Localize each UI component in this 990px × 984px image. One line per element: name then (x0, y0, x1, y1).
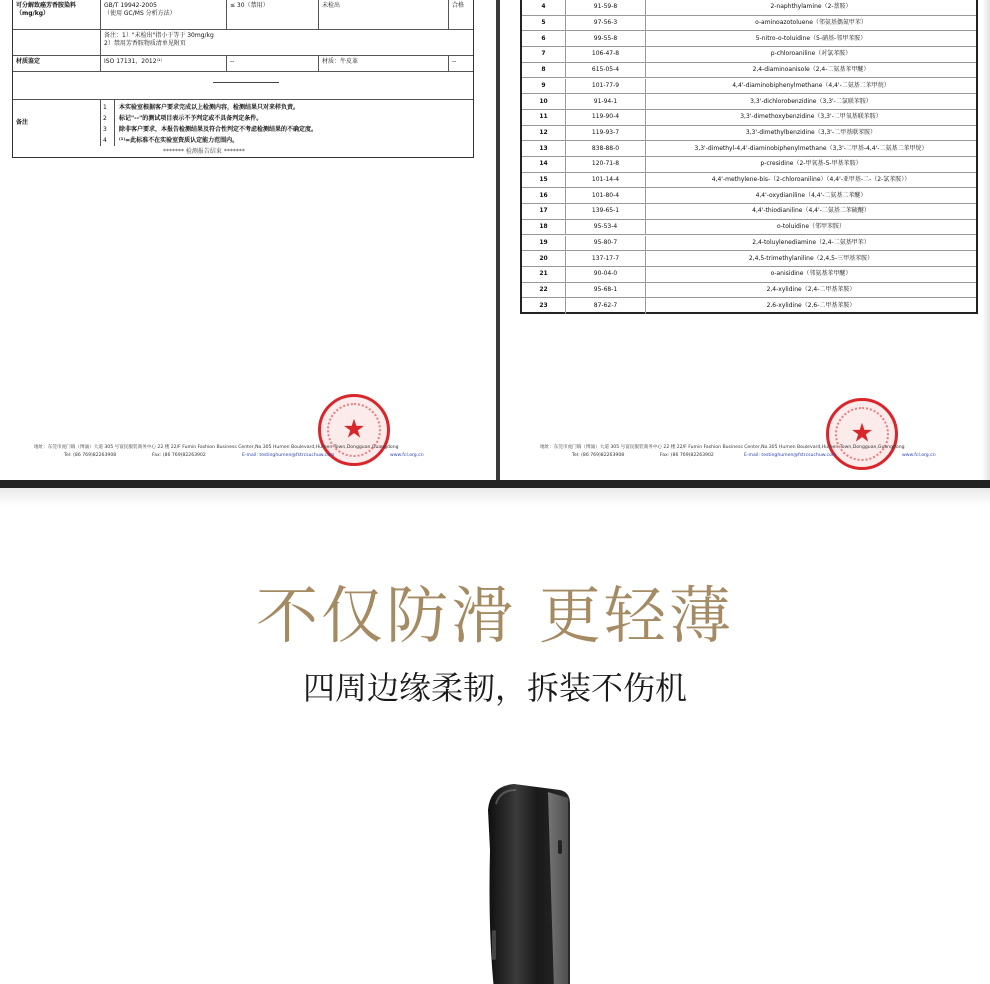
promo-headline: 不仅防滑 更轻薄 (256, 579, 734, 652)
row-number: 18 (522, 220, 566, 235)
cas-number: 139-65-1 (566, 204, 646, 219)
remark-text: ⁽¹⁾=此标准不在实验室资质认定能力范围内。 (119, 137, 239, 144)
substance-name: o-anisidine（邻氨基苯甲醚） (770, 270, 852, 278)
table-row (13, 30, 473, 56)
table-row (522, 298, 976, 314)
substance-name: 2-naphthylamine（2-萘胺） (770, 3, 852, 11)
table-row (522, 236, 976, 252)
test-item-label: 材质鉴定 (16, 58, 41, 65)
table-row (522, 157, 976, 173)
substance-name: 3,3'-dimethyl-4,4'-diaminobiphenylmethane（3,3'-二甲基-4,4'-二氨基二苯甲烷） (694, 144, 928, 152)
cas-number: 101-77-9 (566, 79, 646, 94)
row-number: 10 (522, 94, 566, 109)
table-row (522, 47, 976, 63)
substance-name: 3,3'-dimethylbenzidine（3,3'-二甲基联苯胺） (745, 128, 877, 136)
table-row (13, 56, 473, 72)
remark-no: 2 (103, 115, 107, 122)
substance-name: 2,6-xylidine（2,6-二甲基苯胺） (766, 302, 856, 310)
table-row (522, 283, 976, 299)
substance-name: 4,4'-methylene-bis-（2-chloroaniline）（4,4'-亚甲基-二-（2-氯苯胺）） (711, 176, 911, 184)
substance-name: p-cresidine（2-甲氧基-5-甲基苯胺） (760, 160, 862, 168)
test-verdict: -- (452, 58, 457, 65)
row-number: 5 (522, 16, 566, 31)
substance-name: 3,3'-dichlorobenzidine（3,3'-二氯联苯胺） (750, 97, 872, 105)
footer-fax: Fax: (86 769)82263902 (660, 453, 714, 458)
test-result: 材质：牛皮革 (322, 58, 359, 65)
remarks-row (13, 100, 473, 146)
row-number: 11 (522, 110, 566, 125)
remark-no: 1 (103, 104, 107, 111)
row-number: 4 (522, 0, 566, 15)
row-number: 23 (522, 298, 566, 314)
table-row (522, 220, 976, 236)
substance-name: 2,4-diaminoanisole（2,4-二氨基苯甲醚） (752, 66, 870, 74)
table-row (522, 79, 976, 95)
row-number: 13 (522, 141, 566, 156)
remark-no: 3 (103, 126, 107, 133)
results-table (12, 0, 474, 158)
cas-number: 106-47-8 (566, 47, 646, 62)
substance-name: 4,4'-oxydianiline（4,4'-二氨基二苯醚） (755, 191, 867, 199)
substance-name: o-toluidine（邻甲苯胺） (776, 223, 846, 231)
row-number: 16 (522, 188, 566, 203)
substance-name: o-aminoazotoluene（邻氨基偶氮甲苯） (755, 19, 867, 27)
row-number: 15 (522, 173, 566, 188)
cas-number: 137-17-7 (566, 251, 646, 266)
table-row (522, 110, 976, 126)
substance-name: 2,4,5-trimethylaniline（2,4,5-三甲基苯胺） (748, 254, 874, 262)
row-number: 9 (522, 79, 566, 94)
test-item-label: 可分解致癌芳香胺染料（mg/kg） (16, 2, 77, 17)
row-number: 8 (522, 63, 566, 78)
cas-number: 95-80-7 (566, 236, 646, 251)
section-divider-bar (0, 480, 990, 488)
red-star-seal-icon: ★ (318, 394, 390, 466)
footer-web-link[interactable]: www.fcl.org.cn (902, 453, 936, 458)
report-end-mark: ******* 检测报告结束 ******* (163, 148, 245, 155)
substance-name: 2,4-toluylenediamine（2,4-二氨基甲苯） (752, 238, 870, 246)
cas-number: 90-04-0 (566, 267, 646, 282)
row-number: 7 (522, 47, 566, 62)
row-number: 21 (522, 267, 566, 282)
row-number: 22 (522, 283, 566, 298)
substance-name: 4,4'-diaminobiphenylmethane（4,4'-二氨基二苯甲烷） (732, 81, 890, 89)
substance-name: p-chloroaniline（对氯苯胺） (770, 50, 852, 58)
cas-number: 91-59-8 (566, 0, 646, 15)
table-row (522, 16, 976, 32)
cas-number: 95-53-4 (566, 220, 646, 235)
test-method: ISO 17131，2012⁽¹⁾ (104, 58, 162, 65)
footer-address: 地址：东莞市虎门镇（博涌）大道 305 号富民服装商务中心 22 楼 22/F Fumin Fashion Business Center,No.305 Humen Boulevard,Humen Town,Dongguan,Guangdong (540, 445, 905, 450)
table-row (522, 141, 976, 157)
substance-name: 3,3'-dimethoxybenzidine（3,3'-二甲氧基联苯胺） (740, 113, 882, 121)
test-report-section (0, 0, 990, 480)
row-number: 12 (522, 126, 566, 141)
cas-number: 838-88-0 (566, 141, 646, 156)
footer-email[interactable]: E-mail: testinghumen@fstrcsuchuw.com (744, 453, 837, 458)
cas-number: 615-05-4 (566, 63, 646, 78)
row-number: 6 (522, 31, 566, 46)
table-row (522, 204, 976, 220)
test-result: 未检出 (322, 2, 341, 9)
row-number: 20 (522, 251, 566, 266)
test-limit: -- (230, 58, 235, 65)
report-page-left (0, 0, 496, 480)
red-star-seal-icon: ★ (826, 398, 898, 470)
footer-tel: Tel: (86 769)82263908 (64, 453, 117, 458)
cas-number: 97-56-3 (566, 16, 646, 31)
cas-number: 119-93-7 (566, 126, 646, 141)
footer-tel: Tel: (86 769)82263908 (572, 453, 625, 458)
table-row (522, 251, 976, 267)
phone-case-image (478, 780, 574, 984)
test-limit: ≤ 30（禁用） (230, 2, 269, 9)
table-row (522, 63, 976, 79)
footer-web-link[interactable]: www.fcl.org.cn (390, 453, 424, 458)
promo-subline: 四周边缘柔韧，拆装不伤机 (302, 669, 687, 707)
cas-number: 120-71-8 (566, 157, 646, 172)
remarks-label: 备注 (16, 119, 29, 126)
cas-number: 101-80-4 (566, 188, 646, 203)
test-verdict: 合格 (452, 2, 465, 9)
table-row (522, 126, 976, 142)
cas-number: 99-55-8 (566, 31, 646, 46)
table-row (522, 173, 976, 189)
cas-number: 87-62-7 (566, 298, 646, 314)
table-note: 备注：1）"未检出"指小于等于 30mg/kg 2）禁用芳香胺物质清单见附页 (104, 32, 214, 47)
table-row (522, 188, 976, 204)
banned-amines-table (520, 0, 978, 314)
cas-number: 95-68-1 (566, 283, 646, 298)
section-shadow (0, 488, 990, 506)
remark-text: 标记"--"的测试项目表示不予判定或不具备判定条件。 (119, 115, 263, 122)
table-row (522, 267, 976, 283)
footer-address: 地址：东莞市虎门镇（博涌）大道 305 号富民服装商务中心 22 楼 22/F Fumin Fashion Business Center,No.305 Humen Boulevard,Humen Town,Dongguan,Guangdong (34, 445, 399, 450)
row-number: 17 (522, 204, 566, 219)
cas-number: 119-90-4 (566, 110, 646, 125)
substance-name: 4,4'-thiodianiline（4,4'-二氨基二苯硫醚） (752, 207, 870, 215)
row-number: 14 (522, 157, 566, 172)
table-row (522, 0, 976, 16)
footer-email[interactable]: E-mail: testinghumen@fstrcsuchuw.com (242, 453, 335, 458)
test-method: GB/T 19942-2005 （使用 GC/MS 分析方法） (104, 2, 176, 17)
cas-number: 101-14-4 (566, 173, 646, 188)
table-row (522, 31, 976, 47)
table-row (522, 94, 976, 110)
substance-name: 2,4-xylidine（2,4-二甲基苯胺） (766, 285, 856, 293)
table-row (13, 72, 473, 100)
row-number: 19 (522, 236, 566, 251)
remark-text: 除非客户要求，本报告检测结果及符合性判定不考虑检测结果的不确定度。 (119, 126, 318, 133)
remark-no: 4 (103, 137, 107, 144)
cas-number: 91-94-1 (566, 94, 646, 109)
divider (213, 82, 279, 83)
footer-fax: Fax: (86 769)82263902 (152, 453, 206, 458)
remark-text: 本实验室根据客户要求完成以上检测内容，检测结果只对来样负责。 (119, 104, 300, 111)
table-row (13, 0, 473, 30)
substance-name: 5-nitro-o-toluidine（5-硝基-邻甲苯胺） (755, 34, 867, 42)
